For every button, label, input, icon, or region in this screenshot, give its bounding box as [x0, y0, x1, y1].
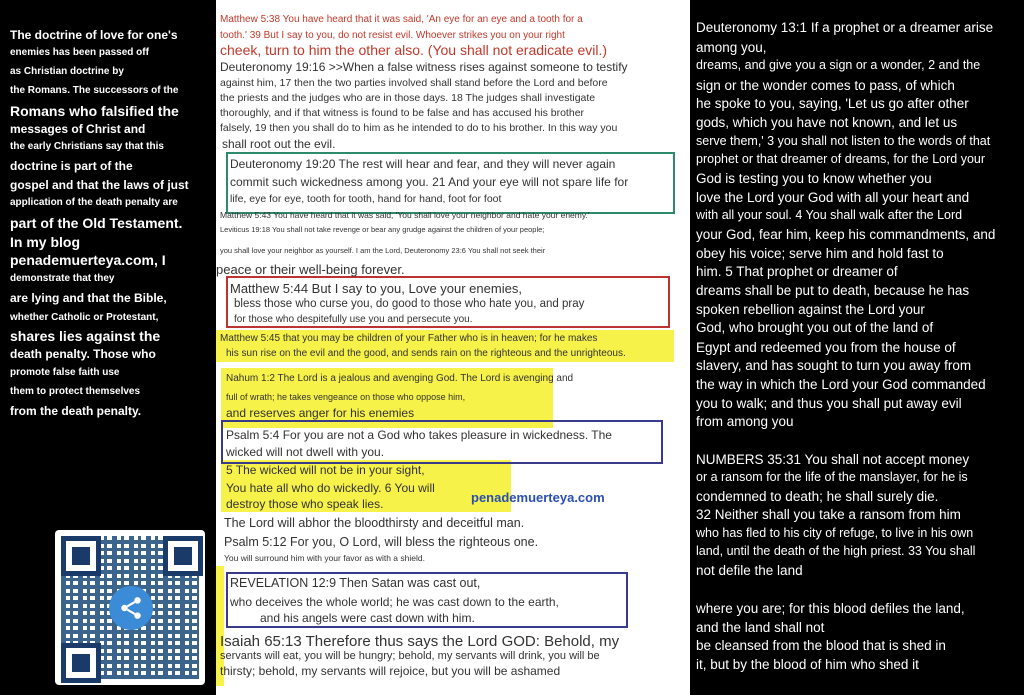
scripture-line: against him, 17 then the two parties involved shall stand before the Lord and before	[220, 77, 608, 89]
scripture-line: cheek, turn to him the other also. (You shall not eradicate evil.)	[220, 42, 608, 58]
right-text-line: or a ransom for the life of the manslayer, for he is	[696, 470, 968, 484]
scripture-line: falsely, 19 then you shall do to him as he intended to do to his brother. In this way you	[220, 122, 618, 134]
right-text-line: Deuteronomy 13:1 If a prophet or a dreamer arise	[696, 20, 994, 35]
right-text-line: you to walk; and thus you shall put away evil	[696, 396, 962, 411]
scripture-line: the priests and the judges who are in those days. 18 The judges shall investigate	[220, 92, 596, 104]
scripture-line: bless those who curse you, do good to those who hate you, and pray	[234, 298, 585, 310]
right-text-line: where you are; for this blood defiles the land,	[696, 601, 965, 616]
left-text-line: demonstrate that they	[10, 273, 115, 284]
scripture-line: Deuteronomy 19:16 >>When a false witness rises against someone to testify	[220, 60, 628, 74]
right-text-line: 32 Neither shall you take a ransom from him	[696, 507, 961, 522]
scripture-line: Matthew 5:43 You have heard that it was said, 'You shall love your neighbor and hate your enemy.'	[220, 210, 590, 220]
scripture-line: destroy those who speak lies.	[226, 497, 384, 511]
right-text-line: gods, which you have not known, and let us	[696, 115, 958, 130]
scripture-line: life, eye for eye, tooth for tooth, hand for hand, foot for foot	[230, 193, 502, 205]
share-icon[interactable]	[109, 586, 153, 630]
right-text-line: with all your soul. 4 You shall walk after the Lord	[696, 208, 963, 222]
left-text-line: The doctrine of love for one's	[10, 28, 178, 42]
scripture-line: Psalm 5:4 For you are not a God who takes pleasure in wickedness. The	[226, 428, 612, 442]
left-text-line: doctrine is part of the	[10, 159, 133, 173]
right-text-line: condemned to death; he shall surely die.	[696, 489, 939, 504]
left-text-line: enemies has been passed off	[10, 47, 149, 58]
scripture-line: and his angels were cast down with him.	[260, 611, 475, 625]
right-text-line: land, until the death of the high priest. 33 You shall	[696, 544, 976, 558]
scripture-line: full of wrath; he takes vengeance on those who oppose him,	[226, 392, 466, 402]
right-text-line: among you,	[696, 40, 767, 55]
scripture-line: Leviticus 19:18 You shall not take revenge or bear any grudge against the children of your people;	[220, 225, 545, 234]
scripture-line: You will surround him with your favor as with a shield.	[224, 553, 425, 563]
right-text-line: it, but by the blood of him who shed it	[696, 657, 919, 672]
right-text-line: Egypt and redeemed you from the house of	[696, 340, 956, 355]
left-text-line: penademuerteya.com, I	[10, 252, 166, 268]
qr-finder	[61, 643, 101, 683]
right-text-line: God, who brought you out of the land of	[696, 320, 934, 335]
scripture-line: commit such wickedness among you. 21 And your eye will not spare life for	[230, 175, 629, 189]
right-text-line: slavery, and has sought to turn you away from	[696, 358, 972, 373]
left-text-line: them to protect themselves	[10, 386, 141, 397]
left-text-line: promote false faith use	[10, 367, 120, 378]
right-text-line: and the land shall not	[696, 620, 825, 635]
site-label: penademuerteya.com	[471, 490, 605, 505]
scripture-line: The Lord will abhor the bloodthirsty and deceitful man.	[224, 516, 525, 530]
scripture-line: shall root out the evil.	[222, 137, 336, 151]
right-text-line: God is testing you to know whether you	[696, 171, 932, 186]
scripture-line: peace or their well-being forever.	[216, 262, 405, 277]
right-text-line: the way in which the Lord your God commanded	[696, 377, 986, 392]
scripture-line: thoroughly, and if that witness is found to be false and has accused his brother	[220, 107, 585, 119]
left-text-line: the early Christians say that this	[10, 141, 164, 152]
right-text-line: love the Lord your God with all your heart and	[696, 190, 970, 205]
scripture-line: who deceives the whole world; he was cast down to the earth,	[230, 595, 559, 609]
right-text-line: NUMBERS 35:31 You shall not accept money	[696, 452, 970, 467]
right-text-line: spoken rebellion against the Lord your	[696, 302, 925, 317]
right-text-line: who has fled to his city of refuge, to live in his own	[696, 526, 974, 540]
left-text-line: shares lies against the	[10, 328, 161, 344]
right-text-line: not defile the land	[696, 563, 803, 578]
scripture-line: REVELATION 12:9 Then Satan was cast out,	[230, 576, 481, 590]
right-text-line: be cleansed from the blood that is shed in	[696, 638, 946, 653]
scripture-line: for those who despitefully use you and persecute you.	[234, 314, 473, 325]
right-text-line: prophet or that dreamer of dreams, for the Lord your	[696, 152, 986, 166]
scripture-line: Nahum 1:2 The Lord is a jealous and avenging God. The Lord is avenging and	[226, 373, 574, 384]
scripture-line: Matthew 5:45 that you may be children of your Father who is in heaven; for he makes	[220, 333, 598, 344]
scripture-collage-panel	[216, 0, 690, 695]
qr-code[interactable]	[55, 530, 205, 685]
right-text-line: from among you	[696, 414, 794, 429]
left-text-line: messages of Christ and	[10, 122, 146, 136]
scripture-line: thirsty; behold, my servants will rejoice, but you will be ashamed	[220, 664, 561, 678]
left-text-line: from the death penalty.	[10, 404, 142, 418]
scripture-line: you shall love your neighbor as yourself. I am the Lord, Deuteronomy 23:6 You shall not seek their	[220, 246, 546, 255]
left-text-line: death penalty. Those who	[10, 347, 156, 361]
scripture-line: Deuteronomy 19:20 The rest will hear and fear, and they will never again	[230, 157, 616, 171]
left-text-line: gospel and that the laws of just	[10, 178, 189, 192]
right-text-line: obey his voice; serve him and hold fast to	[696, 246, 944, 261]
left-text-line: as Christian doctrine by	[10, 66, 124, 77]
left-text-line: are lying and that the Bible,	[10, 291, 167, 305]
scripture-line: Psalm 5:12 For you, O Lord, will bless the righteous one.	[224, 535, 539, 549]
right-text-line: him. 5 That prophet or dreamer of	[696, 264, 898, 279]
left-text-line: the Romans. The successors of the	[10, 85, 179, 96]
scripture-line: servants will eat, you will be hungry; behold, my servants will drink, you will be	[220, 650, 600, 662]
scripture-line: his sun rise on the evil and the good, and sends rain on the righteous and the unrighteous.	[226, 348, 626, 359]
left-text-line: whether Catholic or Protestant,	[10, 312, 159, 323]
right-text-line: dreams, and give you a sign or a wonder, 2 and the	[696, 58, 981, 72]
right-text-line: he spoke to you, saying, 'Let us go after other	[696, 96, 969, 111]
scripture-line: Matthew 5:38 You have heard that it was said, 'An eye for an eye and a tooth for a	[220, 14, 583, 25]
right-text-line: serve them,' 3 you shall not listen to the words of that	[696, 134, 991, 148]
left-text-line: Romans who falsified the	[10, 103, 179, 119]
left-text-line: part of the Old Testament.	[10, 215, 183, 231]
scripture-line: and reserves anger for his enemies	[226, 406, 415, 420]
scripture-line: You hate all who do wickedly. 6 You will	[226, 481, 435, 495]
scripture-line: tooth.' 39 But I say to you, do not resist evil. Whoever strikes you on your right	[220, 30, 565, 41]
left-text-line: In my blog	[10, 234, 80, 250]
right-text-line: your God, fear him, keep his commandments, and	[696, 227, 996, 242]
qr-finder	[61, 536, 101, 576]
scripture-line: 5 The wicked will not be in your sight,	[226, 463, 425, 477]
right-text-line: sign or the wonder comes to pass, of which	[696, 78, 955, 93]
scripture-line: wicked will not dwell with you.	[226, 445, 385, 459]
right-text-line: dreams shall be put to death, because he has	[696, 283, 970, 298]
scripture-line: Isaiah 65:13 Therefore thus says the Lord GOD: Behold, my	[220, 633, 620, 650]
scripture-line: Matthew 5:44 But I say to you, Love your enemies,	[230, 281, 522, 296]
right-text-column	[690, 0, 1024, 695]
left-text-line: application of the death penalty are	[10, 197, 178, 208]
qr-finder	[163, 536, 203, 576]
